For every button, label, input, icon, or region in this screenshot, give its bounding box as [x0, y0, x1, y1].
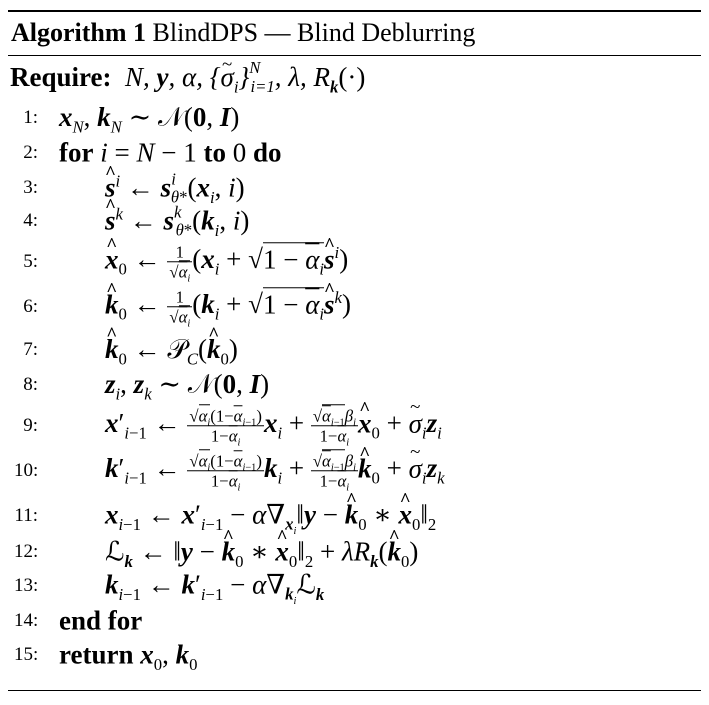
line-number: 14:	[14, 610, 39, 631]
algorithm-line-5	[0, 242, 709, 285]
line-content: ^ $k_0$ ← 𝒫$_C$(^ $k_0$)	[105, 334, 238, 366]
line-number: 12:	[14, 541, 39, 562]
line-number: 5:	[23, 251, 38, 272]
line-content: $z_i$, $z_k$ ∼ 𝒩(0, I)	[105, 369, 270, 404]
line-content: ^ $x_0$ ← $\frac{1}{√\alpha_i}$ ($x_i + √1$ − $\overline{\alpha}_i\^{}$ $s^i$)	[105, 242, 348, 281]
algorithm-header-rule	[8, 55, 701, 56]
algorithm-line-7	[0, 330, 709, 370]
algorithm-title: BlindDPS — Blind Deblurring	[152, 18, 476, 47]
algorithm-line-13	[0, 566, 709, 606]
line-content: $k'_{i-1}$ ← $\frac{√\alpha_i(1-\overline{\alpha}_{i-1})}{1-\overline{\alpha}_i}$ $k_i$ + $\frac{√\alpha_{i-1}\beta_i}{1-\overline{\alpha}_i}$ ^ $k_0$ + ~ $\sigma_iz_k$	[105, 451, 445, 490]
line-number: 1:	[23, 107, 38, 128]
line-number: 15:	[14, 644, 39, 665]
line-number: 3:	[23, 177, 38, 198]
line-number: 10:	[14, 460, 39, 481]
line-content: return $x_0$, $k_0$	[59, 639, 198, 674]
line-content: $k_{i-1}$ ← $k'_{i-1}$ − $\alpha\nabla_{k_i}ℒ_k$	[105, 569, 325, 608]
require-line	[10, 57, 366, 97]
line-content: $x_{i-1}$ ← $x'_{i-1}$ − $\alpha\nabla_{x_i}‖y$ − ^ $k_0$ ∗ ^ $x_0‖_2$	[105, 500, 436, 533]
algorithm-line-6	[0, 287, 709, 330]
line-number: 11:	[14, 505, 38, 526]
require-keyword: Require:	[10, 62, 112, 92]
line-content: ^ $s^i$ ← $s^i_{\theta*}(x_i$, i)	[105, 173, 245, 204]
line-content: $x'_{i-1}$ ← $\frac{√\alpha_i(1-\overline{\alpha}_{i-1})}{1-\overline{\alpha}_i}$ $x_i$ + $\frac{√\alpha_{i-1}\beta_i}{1-\overline{\alpha}_i}$ ^ $x_0$ + ~ $\sigma_iz_i$	[105, 406, 442, 445]
line-content: ^ $s^k$ ← $s^k_{\theta*}(k_i$, i)	[105, 206, 249, 237]
line-number: 2:	[23, 142, 38, 163]
line-content: for i = N − 1 to 0 do	[59, 137, 282, 168]
line-content: $x_N$, $k_N$ ∼ 𝒩(0, I)	[59, 102, 240, 137]
line-number: 8:	[23, 374, 38, 395]
algorithm-line-15	[0, 635, 709, 675]
algorithm-line-10	[0, 451, 709, 494]
algorithm-line-9	[0, 406, 709, 449]
line-number: 13:	[14, 575, 39, 596]
line-content: end for	[59, 605, 143, 636]
line-number: 9:	[23, 415, 38, 436]
algorithm-top-rule	[8, 10, 701, 12]
line-content: ℒ$_k$ ← ‖y − ^ $k_0$ ∗ ^ $x_0‖_2$ + $\lambda R_k(\^{}$ $k_0$)	[105, 537, 418, 568]
line-number: 6:	[23, 296, 38, 317]
line-content: ^ $k_0$ ← $\frac{1}{√\alpha_i}$ ($k_i + √1$ − $\overline{\alpha}_i\^{}$ $s^k$)	[105, 287, 351, 326]
line-number: 7:	[23, 339, 38, 360]
algorithm-line-8	[0, 365, 709, 405]
algorithm-number: Algorithm 1	[11, 18, 147, 47]
require-inputs: N, y, α, {~ $\sigma_i\}^N_{i=1}$, λ, $R_k(\cdot)$	[125, 62, 365, 92]
algorithm-caption	[11, 16, 475, 50]
algorithm-bottom-rule	[8, 690, 701, 691]
algorithm-line-1	[0, 98, 709, 138]
algorithm-line-11	[0, 496, 709, 536]
line-number: 4:	[23, 210, 38, 231]
